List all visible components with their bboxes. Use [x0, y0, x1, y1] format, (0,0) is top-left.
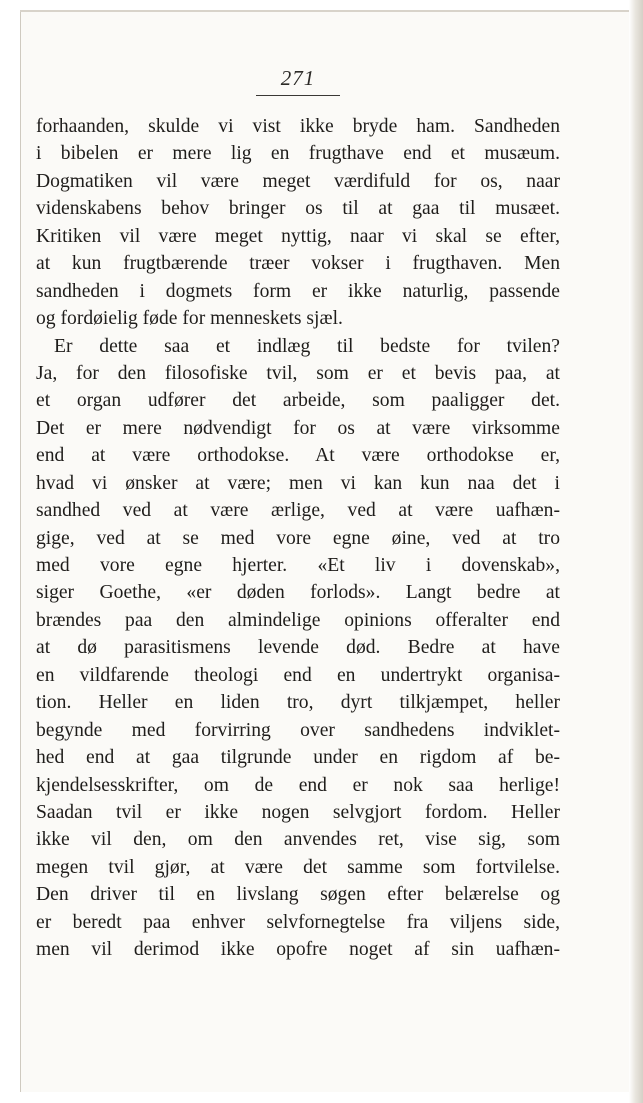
text-line: et organ udfører det arbeide, som paaligger det.: [36, 390, 560, 412]
text-line: Dogmatiken vil være meget værdifuld for os, naar: [36, 170, 560, 192]
text-line: en vildfarende theologi end en undertrykt organisa-: [36, 664, 560, 686]
text-line: sandheden i dogmets form er ikke naturlig, passende: [36, 280, 560, 302]
text-line: megen tvil gjør, at være det samme som fortvilelse.: [36, 856, 560, 878]
text-line: gige, ved at se med vore egne øine, ved at tro: [36, 527, 560, 549]
text-line: ikke vil den, om den anvendes ret, vise sig, som: [36, 829, 560, 851]
page-edge-shadow: [629, 0, 643, 1103]
text-line: videnskabens behov bringer os til at gaa til musæet.: [36, 198, 560, 220]
text-line: Ja, for den filosofiske tvil, som er et bevis paa, at: [36, 362, 560, 384]
text-line: end at være orthodokse. At være orthodokse er,: [36, 445, 560, 467]
text-line: Er dette saa et indlæg til bedste for tvilen?: [54, 335, 560, 357]
body-text: [36, 113, 560, 964]
text-line: Det er mere nødvendigt for os at være virksomme: [36, 417, 560, 439]
text-line: med vore egne hjerter. «Et liv i dovenskab»,: [36, 555, 560, 576]
text-line: kjendelsesskrifter, om de end er nok saa herlige!: [36, 774, 560, 796]
text-line: men vil derimod ikke opofre noget af sin uafhæn-: [36, 939, 560, 961]
text-line: begynde med forvirring over sandhedens indviklet-: [36, 719, 560, 741]
page-number: 271: [280, 66, 316, 90]
text-line: Den driver til en livslang søgen efter belærelse og: [36, 884, 560, 906]
text-line: og fordøielig føde for menneskets sjæl.: [36, 308, 343, 330]
text-line: forhaanden, skulde vi vist ikke bryde ham. Sandheden: [36, 116, 560, 137]
text-line: hvad vi ønsker at være; men vi kan kun naa det i: [36, 472, 560, 494]
text-line: hed end at gaa tilgrunde under en rigdom af be-: [36, 747, 560, 769]
text-line: at dø parasitismens levende død. Bedre at have: [36, 637, 560, 659]
text-line: er beredt paa enhver selvfornegtelse fra viljens side,: [36, 911, 560, 933]
text-line: tion. Heller en liden tro, dyrt tilkjæmpet, heller: [36, 692, 560, 714]
page-number-rule: [256, 95, 340, 96]
text-line: siger Goethe, «er døden forlods». Langt bedre at: [36, 582, 560, 604]
text-line: Kritiken vil være meget nyttig, naar vi skal se efter,: [36, 225, 560, 247]
text-line: Saadan tvil er ikke nogen selvgjort fordom. Heller: [36, 801, 560, 823]
text-line: sandhed ved at være ærlige, ved at være uafhæn-: [36, 500, 560, 522]
text-line: at kun frugtbærende træer vokser i frugthaven. Men: [36, 253, 560, 275]
text-line: i bibelen er mere lig en frugthave end et musæum.: [36, 143, 560, 165]
text-line: brændes paa den almindelige opinions offeralter end: [36, 609, 560, 631]
